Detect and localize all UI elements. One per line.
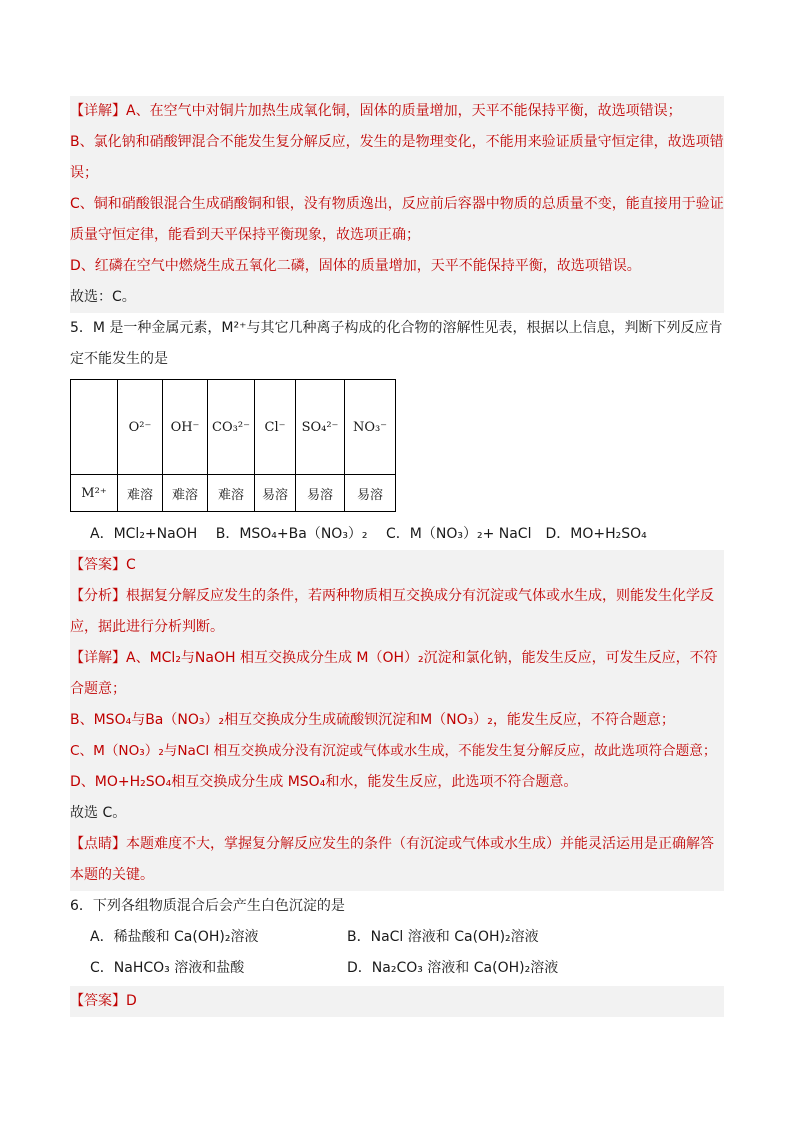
table-header-cell: OH⁻ [163,380,208,475]
q5-analysis-1: 【分析】根据复分解反应发生的条件，若两种物质相互交换成分有沉淀或气体或水生成，则能发生化学反 [70,588,714,604]
table-header-cell: SO₄²⁻ [296,380,345,475]
q5-solution-block [70,550,724,891]
detail-tag: 【详解】 [70,103,126,119]
q5-conclusion: 故选 C。 [70,805,127,821]
table-header-cell: Cl⁻ [255,380,296,475]
prev-detail-line-1: 【详解】A、在空气中对铜片加热生成氧化铜，固体的质量增加，天平不能保持平衡，故选项错误； [70,103,682,119]
q5-stem-2: 定不能发生的是 [70,351,168,367]
table-cell: 易溶 [255,475,296,512]
q6-answer: 【答案】D [70,993,137,1009]
table-header-row [71,380,396,475]
prev-solution-block [70,96,724,313]
q6-options-row-1 [70,922,724,953]
q5-detail-3: B、MSO₄与Ba（NO₃）₂相互交换成分生成硫酸钡沉淀和M（NO₃）₂，能发生反应，不符合题意； [70,712,675,728]
table-cell: 易溶 [296,475,345,512]
document-page [70,96,724,1017]
q6-stem: 6．下列各组物质混合后会产生白色沉淀的是 [70,898,345,914]
solubility-table [70,379,396,512]
q5-options: A．MCl₂+NaOH B．MSO₄+Ba（NO₃）₂ C．M（NO₃）₂+ NaCl D．MO+H₂SO₄ [90,526,647,542]
q6-option-b: B．NaCl 溶液和 Ca(OH)₂溶液 [347,929,539,945]
q6-option-c: C．NaHCO₃ 溶液和盐酸 [90,960,245,976]
q6-option-a: A．稀盐酸和 Ca(OH)₂溶液 [90,929,259,945]
detail-tag: 【详解】 [70,650,126,666]
prev-detail-line-3: 误； [70,165,98,181]
table-row [71,475,396,512]
q5-comment-1: 【点睛】本题难度不大，掌握复分解反应发生的条件（有沉淀或气体或水生成）并能灵活运用是正确解答 [70,836,714,852]
q5-detail-5: D、MO+H₂SO₄相互交换成分生成 MSO₄和水，能发生反应，此选项不符合题意。 [70,774,578,790]
prev-detail-line-6: D、红磷在空气中燃烧生成五氧化二磷，固体的质量增加，天平不能保持平衡，故选项错误。 [70,258,641,274]
prev-detail-line-2: B、氯化钠和硝酸钾混合不能发生复分解反应，发生的是物理变化，不能用来验证质量守恒定律，故选项错 [70,134,724,150]
answer-tag: 【答案】 [70,557,126,573]
comment-tag: 【点睛】 [70,836,126,852]
q5-detail-4: C、M（NO₃）₂与NaCl 相互交换成分没有沉淀或气体或水生成，不能发生复分解反应，故此选项符合题意； [70,743,717,759]
table-row-label: M²⁺ [71,475,118,512]
prev-conclusion: 故选：C。 [70,289,136,305]
table-header-cell: CO₃²⁻ [208,380,255,475]
q5-analysis-2: 应，据此进行分析判断。 [70,619,224,635]
q5-stem-1: 5．M 是一种金属元素，M²⁺与其它几种离子构成的化合物的溶解性见表，根据以上信息，判断下列反应肯 [70,320,723,336]
q5-detail-1: 【详解】A、MCl₂与NaOH 相互交换成分生成 M（OH）₂沉淀和氯化钠，能发生反应，可发生反应，不符 [70,650,718,666]
q6-option-d: D．Na₂CO₃ 溶液和 Ca(OH)₂溶液 [347,960,559,976]
q6-solution-block [70,986,724,1017]
q6-options-row-2 [70,953,724,984]
analysis-tag: 【分析】 [70,588,126,604]
q5-detail-2: 合题意； [70,681,126,697]
table-cell: 难溶 [163,475,208,512]
table-cell: 难溶 [208,475,255,512]
table-header-cell: O²⁻ [118,380,163,475]
table-header-cell: NO₃⁻ [345,380,396,475]
table-corner-cell [71,380,118,475]
answer-tag: 【答案】 [70,993,126,1009]
table-cell: 易溶 [345,475,396,512]
prev-detail-line-5: 质量守恒定律，能看到天平保持平衡现象，故选项正确； [70,227,420,243]
prev-detail-line-4: C、铜和硝酸银混合生成硝酸铜和银，没有物质逸出，反应前后容器中物质的总质量不变，能直接用于验证 [70,196,724,212]
q5-answer: 【答案】C [70,557,136,573]
table-cell: 难溶 [118,475,163,512]
q5-comment-2: 本题的关键。 [70,867,154,883]
